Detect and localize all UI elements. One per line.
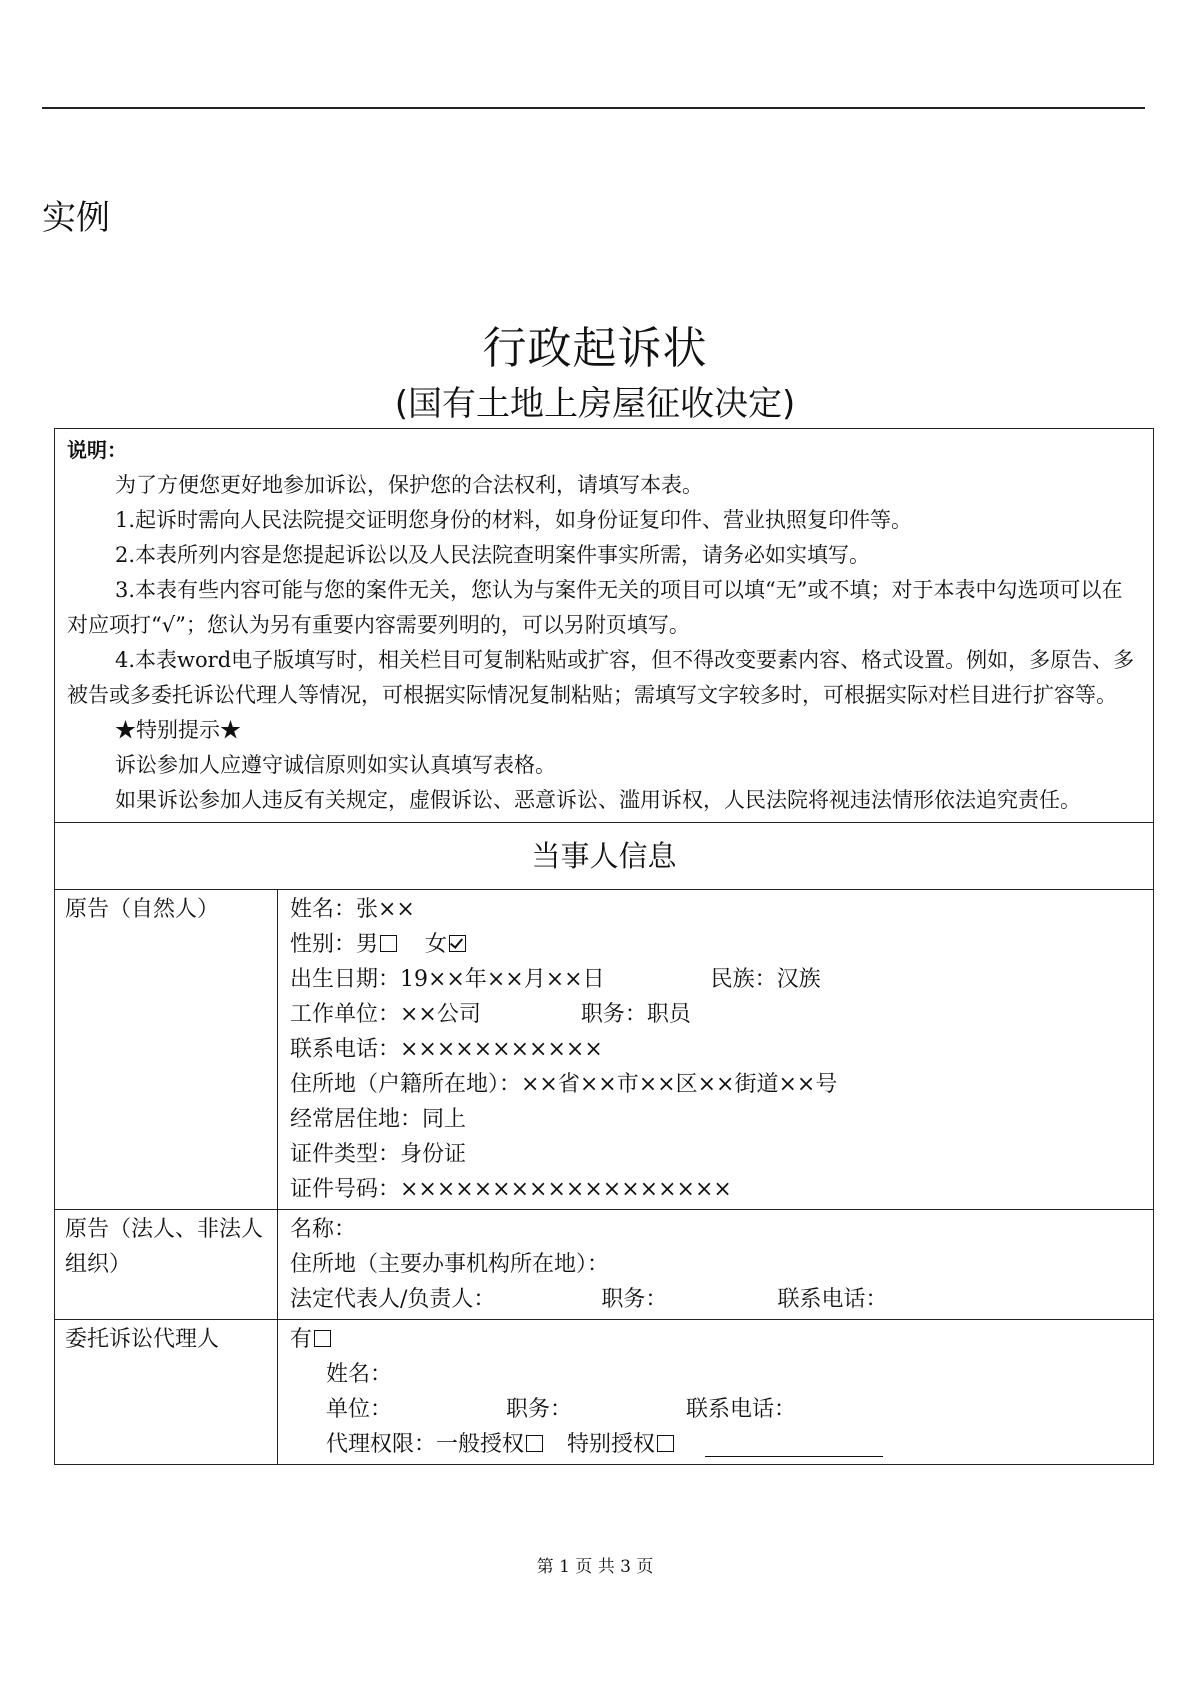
general-authority-label: 代理权限：一般授权	[326, 1432, 525, 1457]
instruction-paragraph: 1.起诉时需向人民法院提交证明您身份的材料，如身份证复印件、营业执照复印件等。	[115, 508, 913, 532]
agent-phone-field[interactable]: 联系电话：	[686, 1397, 797, 1422]
representative-field[interactable]: 法定代表人/负责人：	[290, 1287, 496, 1312]
id-type-field[interactable]: 证件类型：身份证	[290, 1142, 467, 1167]
name-field[interactable]: 姓名：张××	[290, 897, 415, 922]
female-option-label: 女	[425, 932, 448, 957]
org-phone-field[interactable]: 联系电话：	[777, 1287, 888, 1312]
agent-has-checkbox[interactable]	[314, 1330, 331, 1347]
instructions-block	[55, 429, 1153, 823]
agent-unit-line	[290, 1392, 1141, 1427]
agent-row	[55, 1320, 1153, 1464]
org-address-field[interactable]: 住所地（主要办事机构所在地）：	[290, 1252, 610, 1277]
section-label: 实例	[42, 198, 110, 238]
instruction-paragraph: 4.本表word电子版填写时，相关栏目可复制粘贴或扩容，但不得改变要素内容、格式设置。例如，多原告、多被告或多委托诉讼代理人等情况，可根据实际情况复制粘贴；需填写文字较多时，可根据实际对栏目进行扩容等。	[67, 648, 1135, 707]
position-field[interactable]: 职务：职员	[580, 1002, 691, 1027]
header-rule	[42, 107, 1145, 109]
party-info-header: 当事人信息	[55, 823, 1153, 890]
employer-position-line	[290, 997, 1141, 1032]
residence-field[interactable]: 经常居住地：同上	[290, 1107, 467, 1132]
plaintiff-org-row	[55, 1210, 1153, 1320]
document-subtitle: (国有土地上房屋征收决定)	[394, 384, 796, 424]
page-footer: 第 1 页 共 3 页	[536, 1557, 654, 1577]
special-authority-checkbox[interactable]	[657, 1435, 674, 1452]
instruction-paragraph: 诉讼参加人应遵守诚信原则如实认真填写表格。	[115, 753, 556, 777]
document-title: 行政起诉状	[482, 323, 708, 374]
plaintiff-person-row	[55, 890, 1153, 1210]
instruction-paragraph: 2.本表所列内容是您提起诉讼以及人民法院查明案件事实所需，请务必如实填写。	[115, 543, 871, 567]
birth-ethnicity-line	[290, 962, 1141, 997]
domicile-field[interactable]: 住所地（户籍所在地）：××省××市××区××街道××号	[290, 1072, 838, 1097]
complaint-form	[54, 428, 1154, 1465]
agent-authority-line	[290, 1427, 1141, 1462]
special-notice-heading: ★特别提示★	[115, 718, 241, 742]
plaintiff-org-label: 原告（法人、非法人组织）	[55, 1210, 278, 1319]
agent-fields	[278, 1320, 1153, 1464]
agent-label: 委托诉讼代理人	[55, 1320, 278, 1464]
agent-name-field[interactable]: 姓名：	[326, 1362, 393, 1387]
phone-field[interactable]: 联系电话：×××××××××××	[290, 1037, 603, 1062]
birth-date-field[interactable]: 出生日期：19××年××月××日	[290, 967, 605, 992]
org-name-field[interactable]: 名称：	[290, 1217, 357, 1242]
instruction-paragraph: 为了方便您更好地参加诉讼，保护您的合法权利，请填写本表。	[115, 473, 703, 497]
instruction-paragraph: 如果诉讼参加人违反有关规定，虚假诉讼、恶意诉讼、滥用诉权，人民法院将视违法情形依法追究责任。	[115, 788, 1081, 812]
plaintiff-person-fields	[278, 890, 1153, 1209]
org-position-field[interactable]: 职务：	[601, 1287, 668, 1312]
id-number-field[interactable]: 证件号码：××××××××××××××××××	[290, 1177, 732, 1202]
gender-field	[290, 927, 1141, 962]
agent-has-line	[290, 1322, 1141, 1357]
plaintiff-org-fields	[278, 1210, 1153, 1319]
employer-field[interactable]: 工作单位：××公司	[290, 1002, 481, 1027]
agent-position-field[interactable]: 职务：	[506, 1397, 573, 1422]
agent-has-label: 有	[290, 1327, 313, 1352]
special-authority-label: 特别授权	[567, 1432, 656, 1457]
ethnicity-field[interactable]: 民族：汉族	[710, 967, 821, 992]
org-representative-line	[290, 1282, 1141, 1317]
plaintiff-person-label: 原告（自然人）	[55, 890, 278, 1209]
male-option-label: 男	[356, 932, 379, 957]
agent-unit-field[interactable]: 单位：	[326, 1397, 393, 1422]
male-checkbox[interactable]	[380, 935, 397, 952]
instruction-paragraph: 3.本表有些内容可能与您的案件无关，您认为与案件无关的项目可以填“无”或不填；对于本表中勾选项可以在对应项打“√”；您认为另有重要内容需要列明的，可以另附页填写。	[67, 578, 1123, 637]
general-authority-checkbox[interactable]	[526, 1435, 543, 1452]
female-checkbox[interactable]	[449, 935, 466, 952]
gender-label: 性别：	[290, 932, 357, 957]
authority-blank-line[interactable]	[705, 1432, 883, 1457]
instructions-heading: 说明：	[67, 438, 127, 462]
